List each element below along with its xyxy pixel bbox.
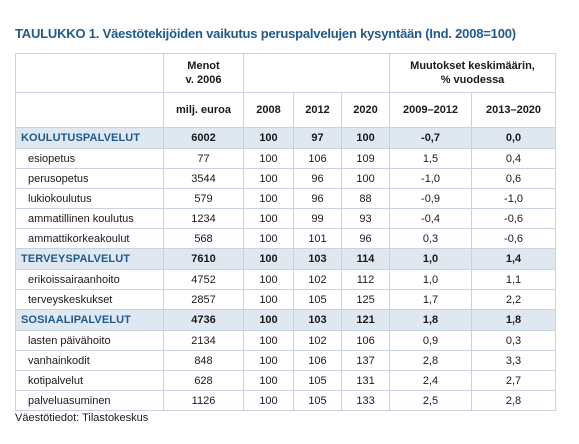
row-2020: 114 [342, 249, 390, 270]
row-change-2013-2020: 0,4 [472, 149, 556, 169]
change-header [390, 54, 556, 93]
row-name: KOULUTUSPALVELUT [16, 128, 164, 149]
row-name: palveluasuminen [16, 391, 164, 411]
table-row [16, 331, 556, 351]
row-menot: 568 [164, 229, 244, 249]
header-row-1 [16, 54, 556, 93]
row-change-2013-2020: -1,0 [472, 189, 556, 209]
row-name: ammattikorkeakoulut [16, 229, 164, 249]
row-2020: 112 [342, 270, 390, 290]
row-2020: 96 [342, 229, 390, 249]
row-2008: 100 [244, 209, 294, 229]
row-menot: 6002 [164, 128, 244, 149]
row-2008: 100 [244, 310, 294, 331]
row-change-2009-2012: 1,0 [390, 270, 472, 290]
row-2008: 100 [244, 249, 294, 270]
row-name: kotipalvelut [16, 371, 164, 391]
row-name: lasten päivähoito [16, 331, 164, 351]
category-row [16, 128, 556, 149]
table-row [16, 149, 556, 169]
table-title: TAULUKKO 1. Väestötekijöiden vaikutus peruspalvelujen kysyntään (Ind. 2008=100) [15, 26, 516, 41]
change-header-line2: % vuodessa [440, 74, 505, 86]
row-2008: 100 [244, 351, 294, 371]
row-menot: 1126 [164, 391, 244, 411]
row-2008: 100 [244, 189, 294, 209]
row-name: esiopetus [16, 149, 164, 169]
row-2012: 106 [294, 351, 342, 371]
row-change-2009-2012: 2,8 [390, 351, 472, 371]
row-menot: 1234 [164, 209, 244, 229]
source-note: Väestötiedot: Tilastokeskus [15, 412, 149, 424]
row-2012: 103 [294, 249, 342, 270]
year-2012-header: 2012 [294, 93, 342, 128]
year-2008-header: 2008 [244, 93, 294, 128]
row-change-2013-2020: 3,3 [472, 351, 556, 371]
row-change-2013-2020: 1,4 [472, 249, 556, 270]
table-body [16, 128, 556, 411]
change-header-line1: Muutokset keskimäärin, [410, 60, 535, 72]
row-2012: 102 [294, 331, 342, 351]
row-2020: 93 [342, 209, 390, 229]
row-2012: 96 [294, 169, 342, 189]
menot-unit-header: milj. euroa [164, 93, 244, 128]
row-2012: 105 [294, 290, 342, 310]
row-change-2009-2012: 0,3 [390, 229, 472, 249]
header-empty-cell [16, 54, 164, 93]
row-change-2013-2020: 0,0 [472, 128, 556, 149]
row-change-2009-2012: -0,9 [390, 189, 472, 209]
row-2008: 100 [244, 128, 294, 149]
period-1-header: 2009–2012 [390, 93, 472, 128]
row-change-2009-2012: -0,4 [390, 209, 472, 229]
row-change-2013-2020: -0,6 [472, 229, 556, 249]
row-name: ammatillinen koulutus [16, 209, 164, 229]
row-change-2009-2012: 1,8 [390, 310, 472, 331]
row-menot: 4736 [164, 310, 244, 331]
row-change-2013-2020: 1,8 [472, 310, 556, 331]
row-change-2009-2012: 2,4 [390, 371, 472, 391]
row-2012: 99 [294, 209, 342, 229]
row-change-2013-2020: 0,3 [472, 331, 556, 351]
row-2020: 106 [342, 331, 390, 351]
table-row [16, 391, 556, 411]
row-2008: 100 [244, 270, 294, 290]
row-name: terveyskeskukset [16, 290, 164, 310]
row-change-2009-2012: 1,5 [390, 149, 472, 169]
row-menot: 7610 [164, 249, 244, 270]
row-2008: 100 [244, 149, 294, 169]
row-2012: 103 [294, 310, 342, 331]
row-name: lukiokoulutus [16, 189, 164, 209]
header-empty-cell [16, 93, 164, 128]
row-2020: 100 [342, 128, 390, 149]
table-row [16, 270, 556, 290]
row-2008: 100 [244, 229, 294, 249]
row-2008: 100 [244, 371, 294, 391]
category-row [16, 249, 556, 270]
row-2008: 100 [244, 391, 294, 411]
years-header-empty [244, 54, 390, 93]
row-2012: 106 [294, 149, 342, 169]
row-2012: 105 [294, 391, 342, 411]
row-2020: 121 [342, 310, 390, 331]
row-2008: 100 [244, 331, 294, 351]
data-table [15, 53, 556, 411]
row-change-2013-2020: -0,6 [472, 209, 556, 229]
row-change-2009-2012: -0,7 [390, 128, 472, 149]
row-change-2009-2012: 2,5 [390, 391, 472, 411]
row-2020: 131 [342, 371, 390, 391]
table-row [16, 229, 556, 249]
row-change-2013-2020: 2,2 [472, 290, 556, 310]
menot-header [164, 54, 244, 93]
row-menot: 77 [164, 149, 244, 169]
row-2012: 102 [294, 270, 342, 290]
row-menot: 628 [164, 371, 244, 391]
row-name: TERVEYSPALVELUT [16, 249, 164, 270]
header-row-2 [16, 93, 556, 128]
table-row [16, 290, 556, 310]
row-change-2009-2012: 1,0 [390, 249, 472, 270]
row-change-2013-2020: 0,6 [472, 169, 556, 189]
row-change-2013-2020: 2,7 [472, 371, 556, 391]
row-2012: 96 [294, 189, 342, 209]
row-change-2013-2020: 2,8 [472, 391, 556, 411]
row-name: vanhainkodit [16, 351, 164, 371]
row-2020: 125 [342, 290, 390, 310]
row-menot: 2857 [164, 290, 244, 310]
row-menot: 848 [164, 351, 244, 371]
year-2020-header: 2020 [342, 93, 390, 128]
row-change-2009-2012: 1,7 [390, 290, 472, 310]
row-name: SOSIAALIPALVELUT [16, 310, 164, 331]
menot-header-line1: Menot [187, 60, 220, 72]
menot-header-line2: v. 2006 [185, 74, 222, 86]
row-2020: 88 [342, 189, 390, 209]
row-2020: 133 [342, 391, 390, 411]
row-name: perusopetus [16, 169, 164, 189]
table-row [16, 371, 556, 391]
row-name: erikoissairaanhoito [16, 270, 164, 290]
row-2020: 137 [342, 351, 390, 371]
row-2020: 100 [342, 169, 390, 189]
row-menot: 3544 [164, 169, 244, 189]
row-menot: 2134 [164, 331, 244, 351]
row-2020: 109 [342, 149, 390, 169]
row-change-2009-2012: 0,9 [390, 331, 472, 351]
category-row [16, 310, 556, 331]
row-2008: 100 [244, 290, 294, 310]
table-row [16, 351, 556, 371]
row-2008: 100 [244, 169, 294, 189]
table-row [16, 209, 556, 229]
row-menot: 4752 [164, 270, 244, 290]
table-row [16, 169, 556, 189]
period-2-header: 2013–2020 [472, 93, 556, 128]
row-change-2009-2012: -1,0 [390, 169, 472, 189]
row-2012: 101 [294, 229, 342, 249]
row-2012: 97 [294, 128, 342, 149]
row-change-2013-2020: 1,1 [472, 270, 556, 290]
table-row [16, 189, 556, 209]
row-menot: 579 [164, 189, 244, 209]
row-2012: 105 [294, 371, 342, 391]
